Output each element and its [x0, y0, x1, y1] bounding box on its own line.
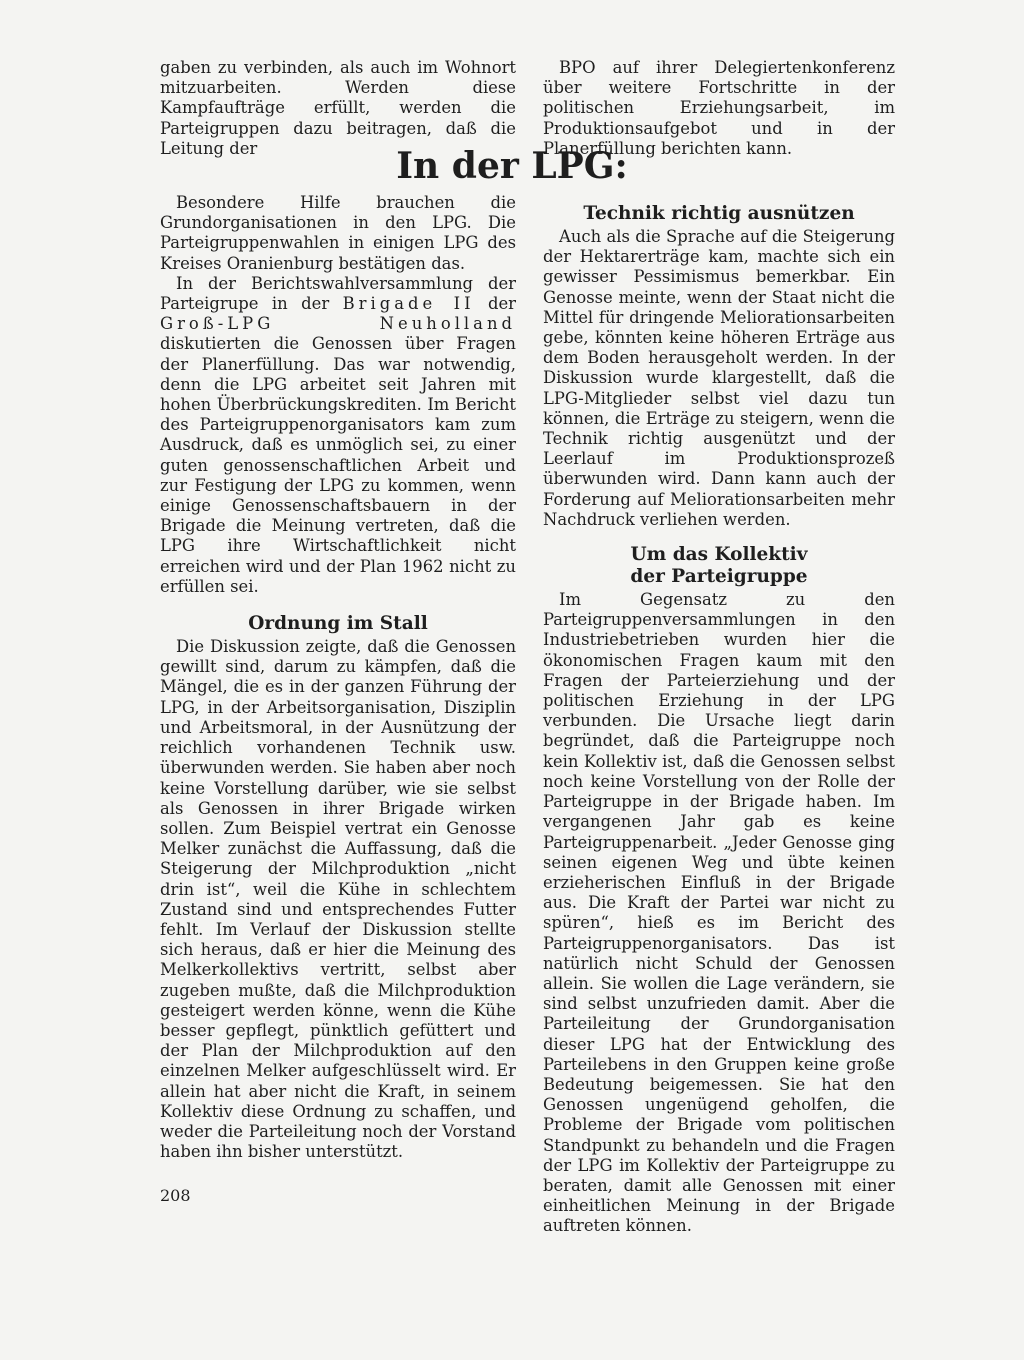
paragraph-diskussion: Die Diskussion zeigte, daß die Genossen gewillt sind, darum zu kämpfen, daß die Mängel, die es in der ganzen Führung der LPG, in der Arbeitsorganisation, Disziplin und Arbeitsmoral, in der Ausnützung der reichlich vorhandenen Technik usw. überwunden werden. Sie haben aber noch keine Vorstellung darüber, wie sie selbst als Genossen in ihrer Brigade wirken sollen. Zum Beispiel vertrat ein Genosse Melker zunächst die Auffassung, daß die Steigerung der Milchproduktion „nicht drin ist“, weil die Kühe in schlechtem Zustand sind und entsprechendes Futter fehlt. Im Verlauf der Diskussion stellte sich heraus, daß er hier die Meinung des Melkerkollektivs vertritt, selbst aber zugeben mußte, daß die Milchproduktion gesteigert werden könne, wenn die Kühe besser gepflegt, pünktlich gefüttert und der Plan der Milchproduktion auf den einzelnen Melker aufgeschlüsselt wird. Er allein hat aber nicht die Kraft, in seinem Kollektiv diese Ordnung zu schaffen, und weder die Parteileitung noch der Vorstand haben ihn bisher unterstützt. — [160, 637, 516, 1162]
paragraph-text: diskutierten die Genossen über Fragen der Planerfüllung. Das war notwendig, denn die LPG arbeitet seit Jahren mit hohen Überbrückungskrediten. Im Bericht des Parteigruppenorganisators kam zum Ausdruck, daß es unmöglich sei, zu einer guten genossenschaftlichen Arbeit und zur Festigung der LPG zu kommen, wenn einige Genossenschaftsbauern in der Brigade die Meinung vertreten, daß die LPG ihre Wirtschaftlichkeit nicht erreichen wird und der Plan 1962 nicht zu erfüllen sei. — [160, 334, 516, 596]
right-intro-paragraph: BPO auf ihrer Delegiertenkonferenz über weitere Fortschritte in der politischen Erziehungsarbeit, im Produktionsaufgebot und in der Planerfüllung berichten kann. — [543, 58, 895, 158]
heading-line-2: der Parteigruppe — [630, 566, 808, 588]
heading-line-1: Um das Kollektiv — [630, 544, 808, 566]
paragraph-gegensatz: Im Gegensatz zu den Parteigruppenversammlungen in den Industriebetrieben wurden hier die ökonomischen Fragen kaum mit den Fragen der Parteierziehung und der politischen Erziehung in der LPG verbunden. Die Ursache liegt darin begründet, daß die Parteigruppe noch kein Kollektiv ist, daß die Genossen selbst noch keine Vorstellung von der Rolle der Parteigruppe in der Brigade haben. Im vergangenen Jahr gab es keine Parteigruppenarbeit. „Jeder Genosse ging seinen eigenen Weg und übte keinen erzieherischen Einfluß in der Brigade aus. Die Kraft der Partei war nicht zu spüren“, hieß es im Bericht des Parteigruppenorganisators. Das ist natürlich nicht Schuld der Genossen allein. Sie wollen die Lage verändern, sie sind selbst unzufrieden damit. Aber die Parteileitung der Grundorganisation dieser LPG hat der Entwicklung des Parteilebens in den Gruppen keine große Bedeutung beigemessen. Sie hat den Genossen ungenügend geholfen, die Probleme der Brigade vom politischen Standpunkt zu behandeln und die Fragen der LPG im Kollektiv der Parteigruppe zu beraten, damit alle Genossen mit einer einheitlichen Meinung in der Brigade auftreten können. — [543, 590, 895, 1236]
paragraph-text: der — [474, 294, 516, 314]
paragraph-berichtswahlversammlung — [160, 274, 516, 597]
page-title: In der LPG: — [396, 145, 628, 187]
heading-ordnung-im-stall: Ordnung im Stall — [248, 613, 428, 635]
heading-um-das-kollektiv — [543, 544, 895, 588]
brigade-name: Brigade II — [342, 294, 475, 314]
page-number: 208 — [160, 1186, 191, 1205]
paragraph-hektarertraege: Auch als die Sprache auf die Steigerung der Hektarerträge kam, machte sich ein gewisser Pessimismus bemerkbar. Ein Genosse meinte, wenn der Staat nicht die Mittel für dringende Meliorationsarbeiten gebe, könnten keine höheren Erträge aus dem Boden herausgeholt werden. In der Diskussion wurde klargestellt, daß die LPG-Mitglieder selbst viel dazu tun können, die Erträge zu steigern, wenn die Technik richtig ausgenützt und der Leerlauf im Produktionsprozeß überwunden wird. Dann kann auch der Forderung auf Meliorationsarbeiten mehr Nachdruck verliehen werden. — [543, 227, 895, 529]
heading-technik-richtig-ausnuetzen: Technik richtig ausnützen — [583, 203, 855, 225]
lpg-name: Groß-LPG Neuholland — [160, 314, 516, 334]
left-column — [160, 58, 516, 1162]
paragraph-grundorganisationen: Besondere Hilfe brauchen die Grundorganisationen in den LPG. Die Parteigruppenwahlen in einigen LPG des Kreises Oranienburg bestätigen das. — [160, 193, 516, 273]
paragraph-text: In der Berichtswahlversammlung der Parteigrupe in der — [160, 273, 516, 314]
left-intro-paragraph: gaben zu verbinden, als auch im Wohnort mitzuarbeiten. Werden diese Kampfaufträge erfüllt, werden die Parteigruppen dazu beitragen, daß die Leitung der — [160, 58, 516, 158]
right-column — [543, 58, 895, 1237]
title-gap — [543, 159, 895, 193]
